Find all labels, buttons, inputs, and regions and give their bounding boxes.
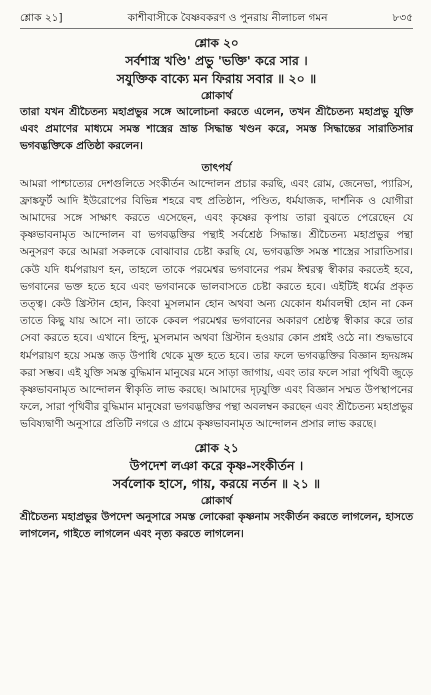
verse-20-number: শ্লোক ২০ — [194, 36, 239, 50]
verse-20-line-2: সযুক্তিক বাক্যে মন ফিরায় সবার ॥ ২০ ॥ — [116, 71, 317, 86]
verse-21-line-2: সর্বলোক হাসে, গায়, করয়ে নর্তন ॥ ২১ ॥ — [112, 475, 321, 491]
verse-20-section — [20, 35, 413, 434]
verse-21-line-1: উপদেশ লঞা করে কৃষ্ণ-সংকীর্তন । — [129, 457, 304, 473]
verse-20-purport: আমরা পাশ্চাত্যের দেশগুলিতে সংকীর্তন আন্দোলন প্রচার করছি, এবং রোম, জেনেভা, প্যারিস, ফ্রাঙ্কফুর্ট আদি ইউরোপের বিভিন্ন শহরে বহু প্রতিষ্ঠান, পণ্ডিত, ধর্মযাজক, দার্শনিক ও যোগীরা আমাদের সঙ্গে সাক্ষাৎ করতে এসেছেন, এবং কৃষ্ণের কৃপায় তারা বুঝতে পেরেছেন যে কৃষ্ণভাবনামৃত আন্দোলন বা ভগবদ্ভক্তির পন্থাই সর্বশ্রেষ্ঠ সিদ্ধান্ত। শ্রীচৈতন্য মহাপ্রভুর পন্থা অনুসরণ করে আমরা সকলকে বোঝাবার চেষ্টা করছি যে, ভগবদ্ভক্তি সমস্ত শাস্ত্রের সারাতিসার। কেউ যদি ধর্মপরায়ণ হন, তাহলে তাকে পরমেশ্বর ভগবানের পরম ঈশ্বরত্ব স্বীকার করতেই হবে, ভগবানের ভক্ত হতে হবে এবং ভগবানকে ভালবাসতে চেষ্টা করতে হবে। এইটিই ধর্মের প্রকৃত তত্ত্ব। কেউ খ্রিস্টান হোন, কিংবা মুসলমান হোন অথবা অন্য যেকোন ধর্মাবলম্বী হোন না কেন তাতে কিছু যায় আসে না। তাকে কেবল পরমেশ্বর ভগবানের অকারণ শ্রেষ্ঠত্ব স্বীকার করে তার সেবা করতে হবে। এখানে হিন্দু, মুসলমান অথবা খ্রিস্টান হওয়ার কোন প্রশ্নই ওঠে না। শুদ্ধভাবে ধর্মপরায়ণ হয়ে সমস্ত জড় উপাধি থেকে মুক্ত হতে হবে। তার ফলে ভগবদ্ভক্তির বিজ্ঞান হৃদয়ঙ্গম করা সম্ভব। এই যুক্তি সমস্ত বুদ্ধিমান মানুষের মনে সাড়া জাগায়, এবং তার ফলে সারা পৃথিবী জুড়ে কৃষ্ণভাবনামৃত আন্দোলন স্বীকৃতি লাভ করছে। আমাদের দৃঢ়যুক্তি এবং বিজ্ঞান সম্মত উপস্থাপনের ফলে, সারা পৃথিবীর বুদ্ধিমান মানুষেরা ভগবদ্ভক্তির পন্থা অবলম্বন করছেন এবং শ্রীচৈতন্য মহাপ্রভুর ভবিষ্যদ্বাণী অনুসারে প্রতিটি নগরে ও গ্রামে কৃষ্ণভাবনামৃত আন্দোলন প্রসার লাভ করছে। — [20, 177, 413, 431]
verse-20-purport-label: তাৎপর্য — [201, 161, 232, 174]
verse-20-translation-label: শ্লোকার্থ — [200, 90, 233, 102]
verse-21-translation-label: শ্লোকার্থ — [200, 494, 233, 507]
header-page-number: ৮৩৫ — [392, 12, 413, 24]
verse-20-translation: তারা যখন শ্রীচৈতন্য মহাপ্রভুর সঙ্গে আলোচনা করতে এলেন, তখন শ্রীচৈতন্য মহাপ্রভু যুক্তি এবং প্রমাণের মাধ্যমে সমস্ত শাস্ত্রের ভ্রান্ত সিদ্ধান্ত খণ্ডন করে, সমস্ত সিদ্ধান্তের সারাতিসার ভগবদ্ভক্তিকে প্রতিষ্ঠা করলেন। — [20, 106, 413, 153]
header-chapter-title: কাশীবাসীকে বৈষ্ণবকরণ ও পুনরায় নীলাচল গমন — [127, 12, 328, 24]
running-header — [20, 8, 413, 29]
header-verse-ref: শ্লোক ২১] — [20, 12, 63, 24]
verse-20-line-1: সর্বশাস্ত্র খণ্ডি' প্রভু 'ভক্তি' করে সার । — [125, 53, 308, 68]
verse-21-number: শ্লোক ২১ — [194, 440, 239, 455]
verse-21-translation: শ্রীচৈতন্য মহাপ্রভুর উপদেশ অনুসারে সমস্ত লোকেরা কৃষ্ণনাম সংকীর্তন করতে লাগলেন, হাসতে লাগলেন, গাইতে লাগলেন এবং নৃত্য করতে লাগলেন। — [20, 510, 413, 540]
verse-21-section — [20, 440, 413, 543]
